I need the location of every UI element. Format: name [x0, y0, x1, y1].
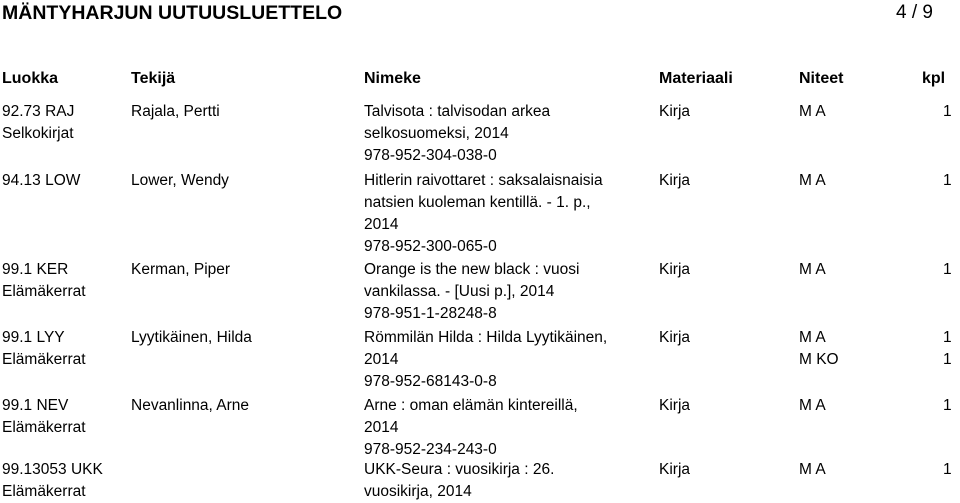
row-tekija: Rajala, Pertti [131, 103, 220, 120]
row-tekija: Lower, Wendy [131, 172, 229, 189]
row-materiaali: Kirja [659, 397, 691, 414]
column-header-tekija: Tekijä [131, 70, 176, 87]
row-luokka: 99.13053 UKK Elämäkerrat [2, 461, 103, 500]
page-number: 4 / 9 [896, 2, 933, 23]
row-materiaali: Kirja [659, 329, 691, 346]
row-nimeke: Talvisota : talvisodan arkea selkosuomeksi, 2014 978-952-304-038-0 [364, 103, 551, 164]
row-luokka: 94.13 LOW [2, 172, 81, 189]
row-kpl: 1 [943, 397, 952, 414]
row-nimeke: Orange is the new black : vuosi vankilassa. - [Uusi p.], 2014 978-951-1-28248-8 [364, 261, 580, 322]
row-niteet: M A [799, 103, 826, 120]
row-nimeke: Römmilän Hilda : Hilda Lyytikäinen, 2014 978-952-68143-0-8 [364, 329, 608, 390]
row-niteet: M A [799, 397, 826, 414]
row-luokka: 92.73 RAJ Selkokirjat [2, 103, 75, 142]
row-tekija: Lyytikäinen, Hilda [131, 329, 252, 346]
row-kpl: 1 [943, 172, 952, 189]
row-nimeke: Hitlerin raivottaret : saksalaisnaisia natsien kuoleman kentillä. - 1. p., 2014 978-952-300-065-0 [364, 172, 603, 255]
column-header-nimeke: Nimeke [364, 70, 421, 87]
row-nimeke: UKK-Seura : vuosikirja : 26. vuosikirja, 2014 [364, 461, 555, 500]
column-header-luokka: Luokka [2, 70, 59, 87]
row-kpl: 1 [943, 461, 952, 478]
row-kpl: 1 [943, 103, 952, 120]
row-materiaali: Kirja [659, 261, 691, 278]
row-materiaali: Kirja [659, 172, 691, 189]
row-niteet: M A M KO [799, 329, 839, 368]
row-luokka: 99.1 NEV Elämäkerrat [2, 397, 86, 436]
row-kpl: 1 1 [943, 329, 952, 368]
row-niteet: M A [799, 172, 826, 189]
row-kpl: 1 [943, 261, 952, 278]
page-title: MÄNTYHARJUN UUTUUSLUETTELO [2, 2, 343, 24]
row-materiaali: Kirja [659, 461, 691, 478]
row-materiaali: Kirja [659, 103, 691, 120]
column-header-kpl: kpl [922, 70, 946, 87]
row-luokka: 99.1 KER Elämäkerrat [2, 261, 86, 300]
column-header-materiaali: Materiaali [659, 70, 733, 87]
row-luokka: 99.1 LYY Elämäkerrat [2, 329, 86, 368]
row-tekija: Nevanlinna, Arne [131, 397, 250, 414]
column-header-niteet: Niteet [799, 70, 844, 87]
row-niteet: M A [799, 261, 826, 278]
row-tekija: Kerman, Piper [131, 261, 231, 278]
row-nimeke: Arne : oman elämän kintereillä, 2014 978-952-234-243-0 [364, 397, 578, 458]
row-niteet: M A [799, 461, 826, 478]
